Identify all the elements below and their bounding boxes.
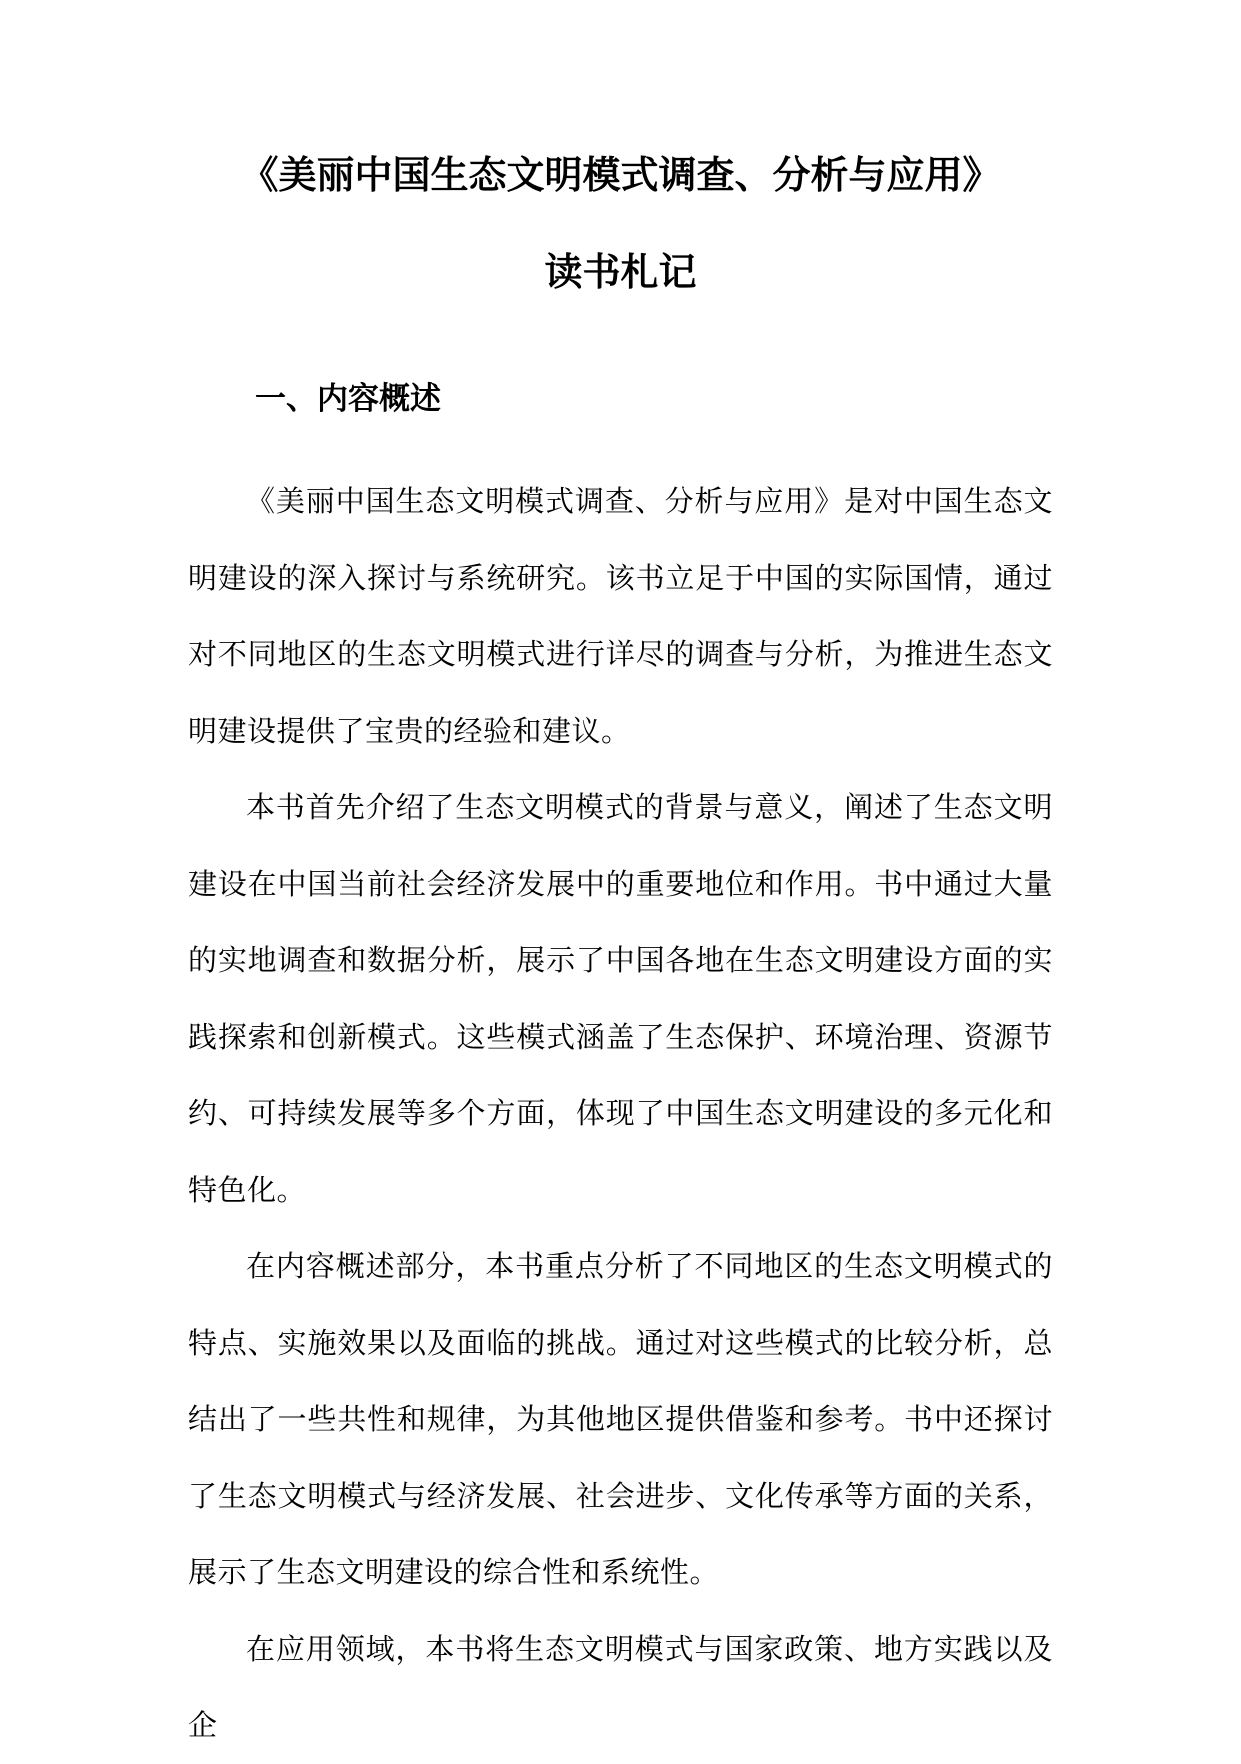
section-heading: 一、内容概述 bbox=[255, 381, 441, 417]
paragraph-4: 在应用领域，本书将生态文明模式与国家政策、地方实践以及企 bbox=[188, 1631, 1053, 1742]
document-title-line-2: 读书札记 bbox=[544, 249, 697, 294]
paragraph-3: 在内容概述部分，本书重点分析了不同地区的生态文明模式的特点、实施效果以及面临的挑战。通过对这些模式的比较分析，总结出了一些共性和规律，为其他地区提供借鉴和参考。书中还探讨了生态文明模式与经济发展、社会进步、文化传承等方面的关系，展示了生态文明建设的综合性和系统性。 bbox=[188, 1249, 1053, 1589]
document-body bbox=[188, 463, 1053, 1764]
document-title-line-1: 《美丽中国生态文明模式调查、分析与应用》 bbox=[240, 152, 1001, 197]
paragraph-2: 本书首先介绍了生态文明模式的背景与意义，阐述了生态文明建设在中国当前社会经济发展中的重要地位和作用。书中通过大量的实地调查和数据分析，展示了中国各地在生态文明建设方面的实践探索和创新模式。这些模式涵盖了生态保护、环境治理、资源节约、可持续发展等多个方面，体现了中国生态文明建设的多元化和特色化。 bbox=[188, 790, 1053, 1207]
paragraph-1: 《美丽中国生态文明模式调查、分析与应用》是对中国生态文明建设的深入探讨与系统研究。该书立足于中国的实际国情，通过对不同地区的生态文明模式进行详尽的调查与分析，为推进生态文明建设提供了宝贵的经验和建议。 bbox=[188, 484, 1053, 748]
